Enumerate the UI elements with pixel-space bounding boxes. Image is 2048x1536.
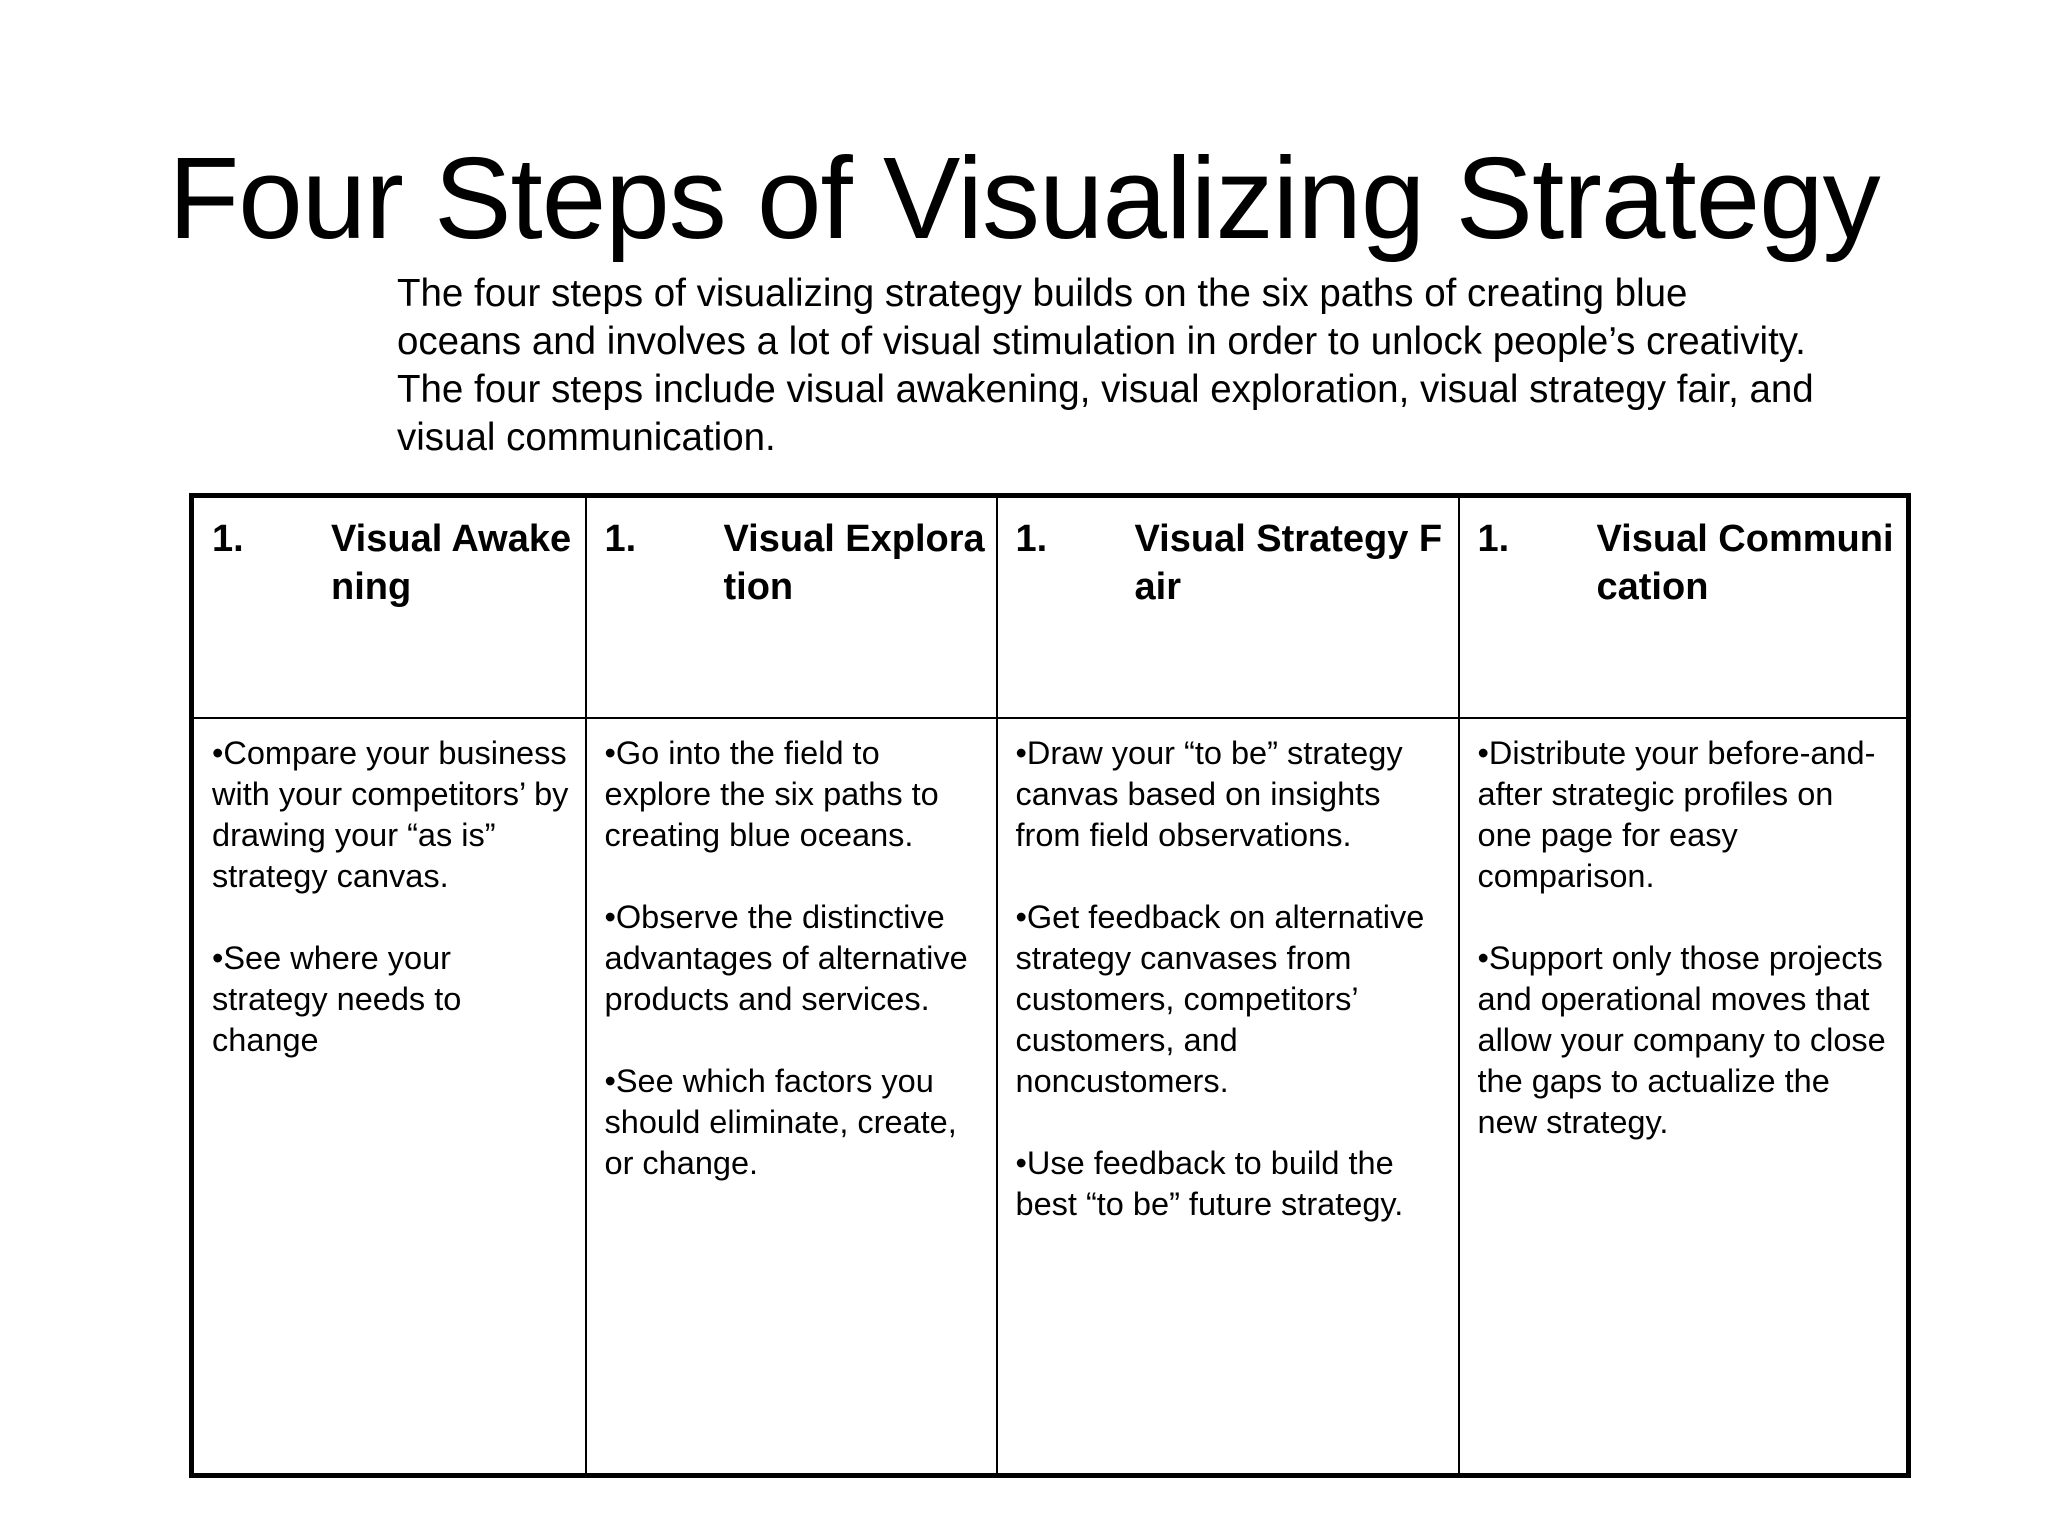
step-body-row [192, 718, 1909, 1476]
step-bullet: •Distribute your before-and-after strategic profiles on one page for easy comparison. [1477, 734, 1876, 894]
intro-paragraph: The four steps of visualizing strategy builds on the six paths of creating blue oceans and involves a lot of visual stimulation in order to unlock people’s creativity. The four steps include visual awakening, visual exploration, visual strategy fair, and visual communication. [397, 272, 1814, 459]
step-name: Visual Communication [1596, 518, 1894, 608]
step-bullet: •Support only those projects and operational moves that allow your company to close the gaps to actualize the new strategy. [1477, 939, 1886, 1140]
step-name: Visual Awakening [331, 518, 572, 608]
step-number: 1. [212, 518, 244, 560]
step-bullet: •Use feedback to build the best “to be” future strategy. [1015, 1144, 1404, 1222]
steps-table [189, 493, 1911, 1478]
step-name: Visual Exploration [723, 518, 985, 608]
step-body-strategy-fair [997, 718, 1459, 1476]
step-bullet: •Compare your business with your competitors’ by drawing your “as is” strategy canvas. [212, 734, 569, 894]
step-bullet: •Go into the field to explore the six paths to creating blue oceans. [604, 734, 939, 853]
step-body-exploration [586, 718, 997, 1476]
step-header-exploration [586, 496, 997, 718]
step-body-awakening [192, 718, 586, 1476]
step-bullet: •Get feedback on alternative strategy canvases from customers, competitors’ customers, and noncustomers. [1015, 898, 1425, 1099]
step-bullet: •Observe the distinctive advantages of alternative products and services. [604, 898, 968, 1017]
step-number: 1. [1477, 518, 1510, 560]
step-header-awakening [192, 496, 586, 718]
step-header-communication [1459, 496, 1909, 718]
step-bullet: •See where your strategy needs to change [212, 939, 462, 1058]
step-body-communication [1459, 718, 1909, 1476]
step-number: 1. [1015, 518, 1048, 560]
step-name: Visual Strategy Fair [1134, 518, 1443, 608]
step-number: 1. [604, 518, 637, 560]
step-bullet: •See which factors you should eliminate, create, or change. [604, 1062, 957, 1181]
slide-title: Four Steps of Visualizing Strategy [168, 133, 1880, 263]
step-bullet: •Draw your “to be” strategy canvas based on insights from field observations. [1015, 734, 1403, 853]
step-header-row [192, 496, 1909, 718]
step-header-strategy-fair [997, 496, 1459, 718]
